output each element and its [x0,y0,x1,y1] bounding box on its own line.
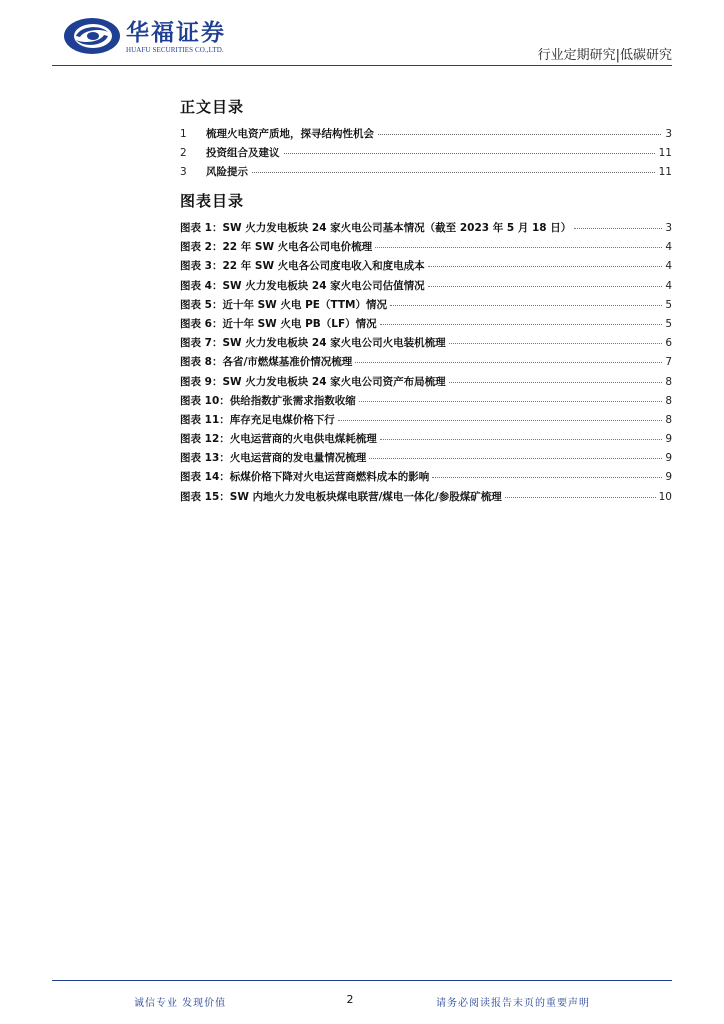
figure-item-page: 10 [658,490,672,503]
toc-item-page: 11 [658,166,672,179]
toc-leader-dots [378,134,661,135]
figure-item-label: 图表 7：SW 火力发电板块 24 家火电公司火电装机梳理 [180,337,446,350]
figure-item-label: 图表 3：22 年 SW 火电各公司度电收入和度电成本 [180,260,425,273]
figure-item-label: 图表 12：火电运营商的火电供电煤耗梳理 [180,433,377,446]
figure-item-label: 图表 10：供给指数扩张需求指数收缩 [180,394,356,407]
figure-item-page: 9 [665,471,672,484]
figure-item-label: 图表 9：SW 火力发电板块 24 家火电公司资产布局梳理 [180,375,446,388]
figure-item-label: 图表 15：SW 内地火力发电板块煤电联营/煤电一体化/参股煤矿梳理 [180,490,502,503]
figure-item-page: 5 [665,317,672,330]
toc-item[interactable] [180,126,672,145]
figure-leader-dots [355,362,662,363]
figure-leader-dots [375,247,662,248]
figure-item-label: 图表 5：近十年 SW 火电 PE（TTM）情况 [180,298,387,311]
toc-item-page: 3 [665,128,672,140]
figure-leader-dots [505,497,656,498]
toc-title: 正文目录 [180,98,245,116]
figure-leader-dots [574,228,662,229]
footer-divider [52,980,672,981]
toc-leader-dots [284,153,655,154]
page-number: 2 [346,993,354,1006]
figure-item[interactable] [180,450,672,469]
figure-leader-dots [380,439,663,440]
figure-item-page: 4 [665,279,672,292]
figure-item-label: 图表 1：SW 火力发电板块 24 家火电公司基本情况（截至 2023 年 5 月 18 日） [180,222,572,234]
figure-leader-dots [369,458,662,459]
figure-leader-dots [390,305,662,306]
toc-leader-dots [252,172,655,173]
figure-leader-dots [449,343,663,344]
figure-item[interactable] [180,220,672,239]
figure-leader-dots [428,286,663,287]
company-name-cn: 华福证券 [126,19,226,46]
figure-leader-dots [359,401,663,402]
figure-leader-dots [432,477,662,478]
figure-leader-dots [428,266,663,267]
figure-item-page: 5 [665,298,672,311]
figure-item[interactable] [180,431,672,450]
figure-item-label: 图表 6：近十年 SW 火电 PB（LF）情况 [180,317,377,330]
toc-item[interactable] [180,164,672,183]
figure-item-page: 8 [665,413,672,426]
toc-item[interactable] [180,145,672,164]
report-type: 行业定期研究|低碳研究 [537,48,672,63]
figures-title: 图表目录 [180,192,245,210]
figure-item-page: 8 [665,375,672,388]
figure-item-page: 6 [665,337,672,350]
figure-item[interactable] [180,469,672,488]
figure-item-page: 4 [665,241,672,254]
figure-item-label: 图表 2：22 年 SW 火电各公司电价梳理 [180,241,373,254]
company-name-en: HUAFU SECURITIES CO.,LTD. [126,46,224,54]
figure-item[interactable] [180,374,672,393]
huafu-logo-icon [62,16,122,56]
footer-disclaimer: 请务必阅读报告末页的重要声明 [436,998,590,1009]
figure-item-label: 图表 4：SW 火力发电板块 24 家火电公司估值情况 [180,279,425,292]
toc-item-text: 风险提示 [206,166,248,179]
toc-item-number: 3 [180,166,187,179]
figure-item-page: 9 [665,433,672,446]
figure-item-page: 9 [665,452,672,465]
figure-item-page: 7 [665,356,672,369]
toc-item-number: 2 [180,147,187,160]
figure-list [180,220,672,508]
toc-item-text: 梳理火电资产质地，探寻结构性机会 [206,128,374,140]
figure-item-label: 图表 11：库存充足电煤价格下行 [180,413,335,426]
figure-item[interactable] [180,393,672,412]
figure-item-label: 图表 14：标煤价格下降对火电运营商燃料成本的影响 [180,471,430,484]
figure-item[interactable] [180,354,672,373]
figure-item[interactable] [180,316,672,335]
figure-item[interactable] [180,258,672,277]
figure-item[interactable] [180,489,672,508]
figure-item-page: 8 [665,394,672,407]
toc-item-number: 1 [180,128,187,140]
figure-item[interactable] [180,297,672,316]
figure-item-page: 3 [665,222,672,234]
figure-item-label: 图表 8：各省/市燃煤基准价情况梳理 [180,356,353,369]
figure-item-label: 图表 13：火电运营商的发电量情况梳理 [180,452,367,465]
figure-item[interactable] [180,239,672,258]
figure-leader-dots [338,420,663,421]
footer-slogan: 诚信专业 发现价值 [134,998,227,1009]
figure-leader-dots [380,324,663,325]
toc-item-page: 11 [658,147,672,160]
figure-item[interactable] [180,278,672,297]
figure-leader-dots [449,382,663,383]
figure-item[interactable] [180,412,672,431]
header-divider [52,65,672,66]
toc-list [180,126,672,184]
figure-item[interactable] [180,335,672,354]
company-logo [62,14,252,58]
figure-item-page: 4 [665,260,672,273]
toc-item-text: 投资组合及建议 [206,147,280,160]
